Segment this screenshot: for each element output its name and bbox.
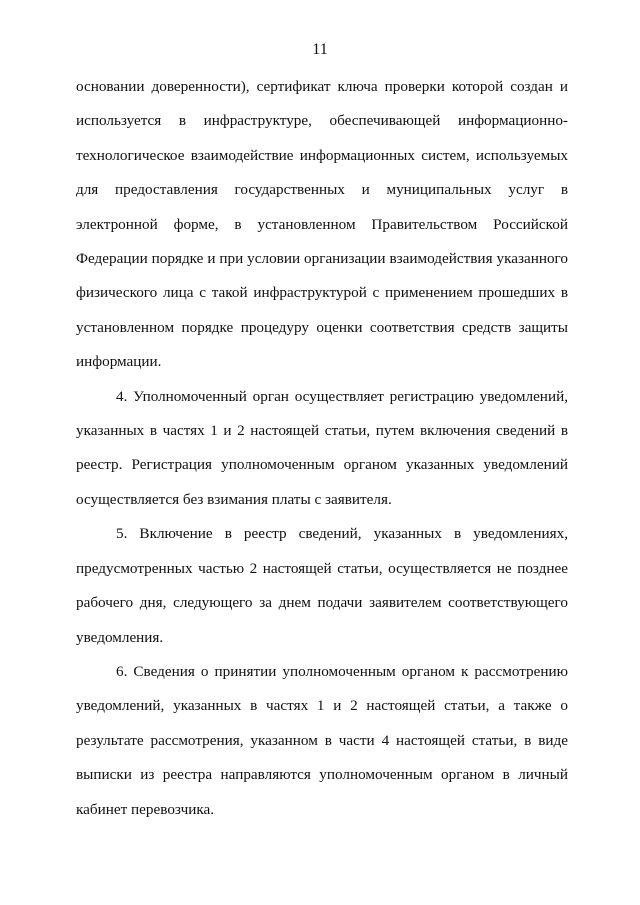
paragraph-5: 5. Включение в реестр сведений, указанных в уведомлениях, предусмотренных частью 2 настоящей статьи, осуществляется не позднее рабочего дня, следующего за днем подачи заявителем соответствующего уведомления.: [76, 525, 568, 646]
paragraph-6: 6. Сведения о принятии уполномоченным органом к рассмотрению уведомлений, указанных в частях 1 и 2 настоящей статьи, а также о результате рассмотрения, указанном в части 4 настоящей статьи, в виде выписки из реестра направляются уполномоченным органом в личный кабинет перевозчика.: [76, 662, 568, 818]
paragraph-4: 4. Уполномоченный орган осуществляет регистрацию уведомлений, указанных в частях 1 и 2 настоящей статьи, путем включения сведений в реестр. Регистрация уполномоченным органом указанных уведомлений осуществляется без взимания платы с заявителя.: [76, 387, 568, 508]
paragraph-continuation: основании доверенности), сертификат ключа проверки которой создан и используется в инфраструктуре, обеспечивающей информационно-технологическое взаимодействие информационных систем, используемых для предоставления государственных и муниципальных услуг в электронной форме, в установленном Правительством Российской Федерации порядке и при условии организации взаимодействия указанного физического лица с такой инфраструктурой с применением прошедших в установленном порядке процедуру оценки соответствия средств защиты информации.: [76, 78, 568, 371]
page-number: 11: [312, 41, 328, 58]
document-body: [76, 70, 568, 827]
